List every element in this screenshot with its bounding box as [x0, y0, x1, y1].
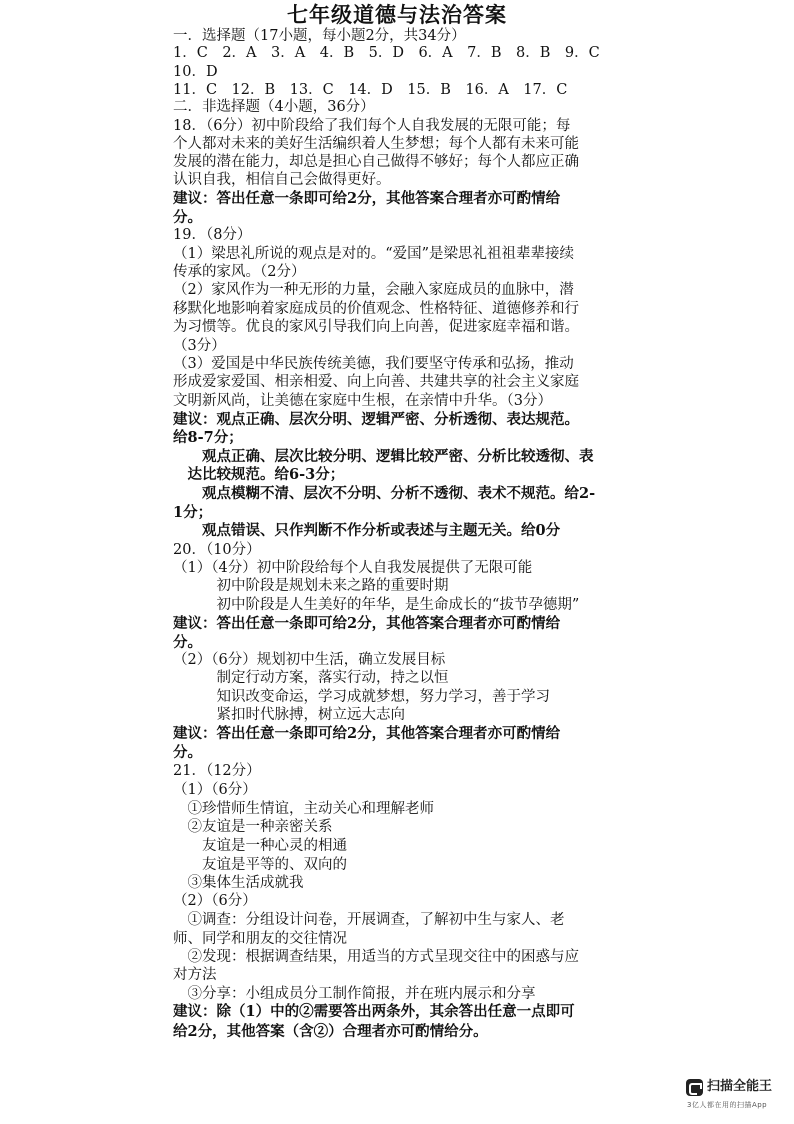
answer-line: 给8-7分； [173, 429, 243, 446]
answer-line: 10．D [173, 64, 218, 80]
answer-line: ③分享：小组成员分工制作简报，并在班内展示和分享 [173, 986, 536, 1002]
answer-line: 知识改变命运，学习成就梦想，努力学习，善于学习 [173, 689, 550, 705]
answer-line: 友谊是平等的、双向的 [173, 857, 347, 873]
answer-line: 建议：除（1）中的②需要答出两条外，其余答出任意一点即可 [173, 1003, 575, 1020]
answer-line: 观点错误、只作判断不作分析或表述与主题无关。给0分 [173, 522, 561, 539]
answer-line: （1）（6分） [173, 782, 257, 798]
answer-line: 制定行动方案，落实行动，持之以恒 [173, 670, 449, 686]
cs-scanner-logo-icon [686, 1079, 703, 1096]
scanner-watermark [686, 1077, 790, 1117]
answer-line: 1．C 2．A 3．A 4．B 5．D 6．A 7．B 8．B 9．C [173, 45, 600, 61]
answer-line: 二．非选择题（4小题，36分） [173, 99, 375, 115]
answer-line: 分。 [173, 744, 202, 761]
answer-line: ③集体生活成就我 [173, 875, 304, 891]
answer-line: 观点正确、层次比较分明、逻辑比较严密、分析比较透彻、表 [173, 448, 594, 465]
answer-line: 移默化地影响着家庭成员的价值观念、性格特征、道德修养和行 [173, 301, 579, 317]
answer-line: （2）（6分） [173, 893, 257, 909]
answer-line: 一．选择题（17小题，每小题2分，共34分） [173, 28, 466, 44]
answer-line: （1）梁思礼所说的观点是对的。“爱国”是梁思礼祖祖辈辈接续 [173, 246, 575, 262]
answer-line: 认识自我，相信自己会做得更好。 [173, 172, 391, 188]
answer-line: （3）爱国是中华民族传统美德，我们要坚守传承和弘扬，推动 [173, 356, 574, 372]
answer-line: 紧扣时代脉搏，树立远大志向 [173, 707, 405, 723]
answer-line: 发展的潜在能力，却总是担心自己做得不够好；每个人都应正确 [173, 154, 579, 170]
answer-line: 文明新风尚，让美德在家庭中生根，在亲情中升华。（3分） [173, 393, 552, 409]
answer-line: 师、同学和朋友的交往情况 [173, 931, 347, 947]
answer-line: 观点模糊不清、层次不分明、分析不透彻、表术不规范。给2- [173, 485, 596, 502]
answer-line: ②发现：根据调查结果，用适当的方式呈现交往中的困惑与应 [173, 949, 579, 965]
answer-line: 1分； [173, 504, 213, 521]
answer-line: ②友谊是一种亲密关系 [173, 819, 333, 835]
answer-line: 建议：答出任意一条即可给2分，其他答案合理者亦可酌情给 [173, 725, 561, 742]
answer-line: 传承的家风。（2分） [173, 264, 306, 280]
answer-line: 19．（8分） [173, 227, 252, 243]
answer-line: 初中阶段是规划未来之路的重要时期 [173, 578, 449, 594]
answer-line: 建议：答出任意一条即可给2分，其他答案合理者亦可酌情给 [173, 190, 561, 207]
answer-line: 初中阶段是人生美好的年华，是生命成长的“拔节孕德期” [173, 597, 580, 613]
answer-line: 建议：观点正确、层次分明、逻辑严密、分析透彻、表达规范。 [173, 411, 579, 428]
answer-line: 20．（10分） [173, 542, 261, 558]
answer-line: 形成爱家爱国、相亲相爱、向上向善、共建共享的社会主义家庭 [173, 374, 579, 390]
answer-line: ①珍惜师生情谊，主动关心和理解老师 [173, 801, 434, 817]
answer-line: 个人都对未来的美好生活编织着人生梦想；每个人都有未来可能 [173, 136, 579, 152]
answer-line: 建议：答出任意一条即可给2分，其他答案合理者亦可酌情给 [173, 615, 561, 632]
answer-line: （2）家风作为一种无形的力量，会融入家庭成员的血脉中，潜 [173, 282, 574, 298]
answer-line: （3分） [173, 338, 226, 354]
watermark-app-name: 扫描全能王 [707, 1079, 773, 1094]
answer-line: 21．（12分） [173, 763, 261, 779]
answer-line: 达比较规范。给6-3分； [173, 466, 345, 483]
answer-line: （1）（4分）初中阶段给每个人自我发展提供了无限可能 [173, 560, 533, 576]
answer-line: 分。 [173, 209, 202, 226]
answer-line: （2）（6分）规划初中生活，确立发展目标 [173, 652, 446, 668]
answer-line: 11．C 12．B 13．C 14．D 15．B 16．A 17．C [173, 82, 568, 98]
answer-line: 给2分，其他答案（含②）合理者亦可酌情给分。 [173, 1023, 488, 1040]
page-title: 七年级道德与法治答案 [287, 2, 507, 27]
answer-line: 18．（6分）初中阶段给了我们每个人自我发展的无限可能；每 [173, 118, 571, 134]
answer-line: 分。 [173, 634, 202, 651]
watermark-tagline: 3亿人都在用的扫描App [687, 1101, 768, 1109]
answer-line: 为习惯等。优良的家风引导我们向上向善，促进家庭幸福和谐。 [173, 319, 579, 335]
answer-line: 对方法 [173, 967, 217, 983]
answer-line: ①调查：分组设计问卷，开展调查，了解初中生与家人、老 [173, 912, 565, 928]
answer-line: 友谊是一种心灵的相通 [173, 838, 347, 854]
